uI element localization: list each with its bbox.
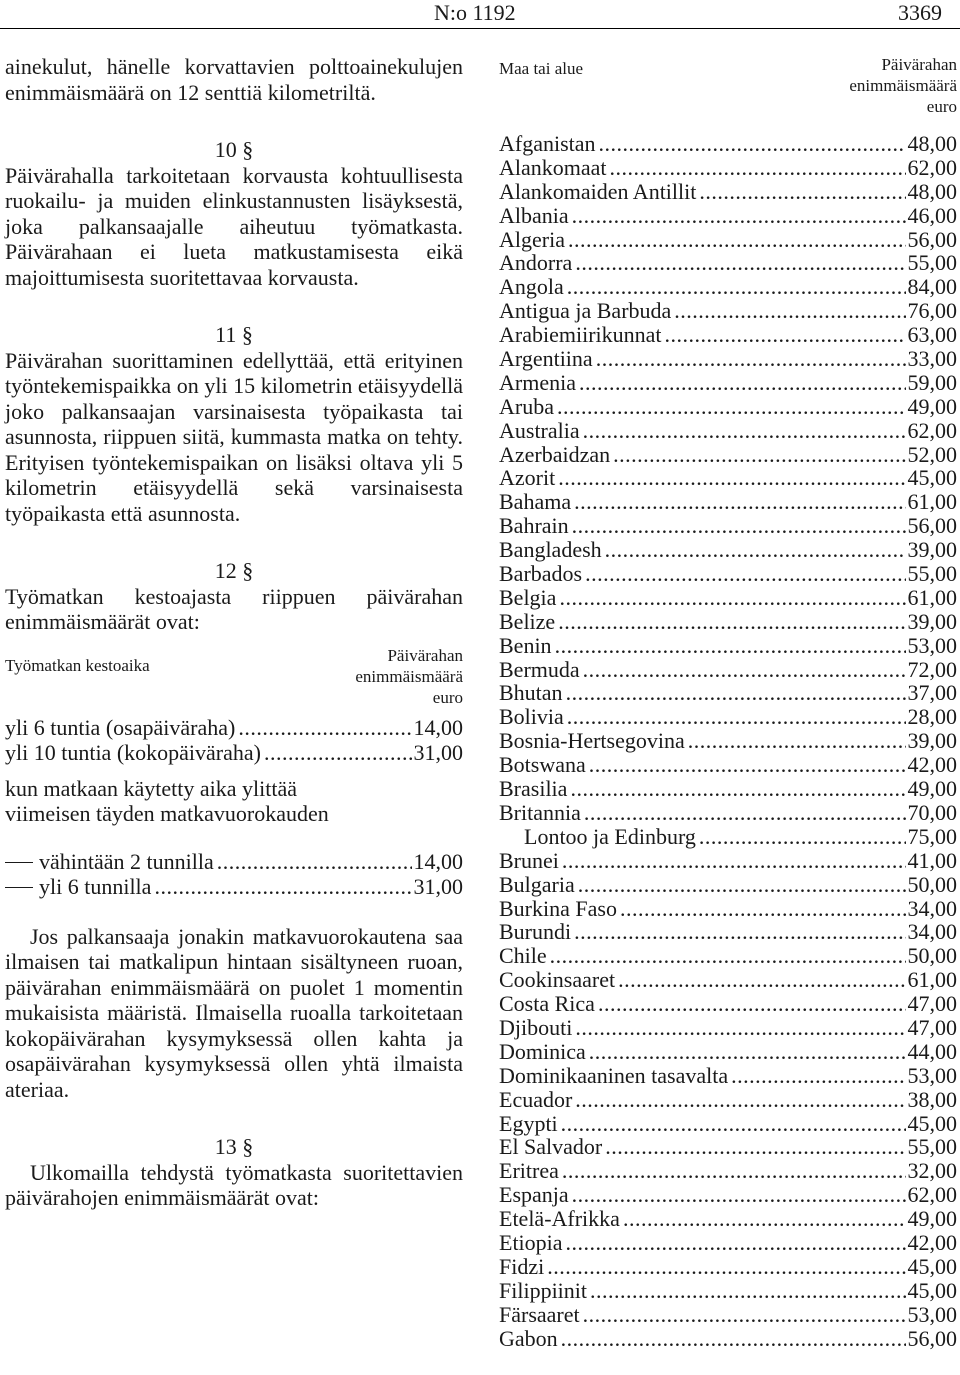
table-row — [499, 586, 957, 610]
country-name: Fidzi — [499, 1253, 545, 1279]
section-12-after-text: Jos palkansaaja jonakin matkavuorokautena saa ilmaisen tai matkalipun hintaan sisältyneen ruoan, päivärahan enimmäismäärä on puolet 1 momentin mukaisista määristä. Ilmaisella ruoalla tarkoitetaan kokopäivärahan kysymyksessä ollen kahta ja osapäivärahan kysymyksessä ollen yhtä ilmaista ateriaa. — [5, 923, 463, 1102]
table-row — [499, 897, 957, 921]
table-row — [499, 275, 957, 299]
allowance-value: 49,00 — [907, 1206, 957, 1232]
table-row — [499, 944, 957, 968]
allowance-value: 45,00 — [907, 465, 957, 491]
country-name: Filippiinit — [499, 1277, 588, 1303]
country-name: Albania — [499, 202, 569, 228]
table-row — [499, 538, 957, 562]
table-row — [499, 1159, 957, 1183]
table-row — [499, 753, 957, 777]
table-row — [499, 1088, 957, 1112]
section-11-text: Päivärahan suorittaminen edellyttää, että erityinen työntekemispaikka on yli 15 kilometrin etäisyydellä joko palkansaajan varsinaisesta työpaikasta tai asunnosta, riippuen siitä, kummasta matka on tehty. Erityisen työntekemispaikan on lisäksi oltava yli 5 kilometrin etäisyydellä sekä varsinaisesta työpaikasta että asunnosta. — [5, 347, 463, 526]
page-header — [0, 0, 960, 30]
allowance-value: 63,00 — [907, 322, 957, 348]
allowance-value: 53,00 — [907, 1301, 957, 1327]
table-row — [499, 1255, 957, 1279]
allowance-value: 53,00 — [907, 1062, 957, 1088]
allowance-value: 34,00 — [907, 895, 957, 921]
country-name: Dominica — [499, 1038, 586, 1064]
country-name: Burundi — [499, 919, 572, 945]
allowance-value: 39,00 — [907, 537, 957, 563]
table-row — [499, 156, 957, 180]
table-row — [499, 1016, 957, 1040]
table-row — [499, 634, 957, 658]
table-row — [499, 873, 957, 897]
table-row — [499, 610, 957, 634]
section-11-title: 11 § — [215, 322, 253, 347]
country-name: Afganistan — [499, 131, 596, 156]
allowance-value: 45,00 — [907, 1253, 957, 1279]
section-12-text: Työmatkan kestoajasta riippuen päivärahan enimmäismäärät ovat: — [5, 583, 463, 634]
table-row — [499, 443, 957, 467]
table-row — [499, 1112, 957, 1136]
country-name: Espanja — [499, 1182, 569, 1208]
dash-mark — [5, 862, 33, 863]
section-13-title: 13 § — [214, 1134, 254, 1159]
table-row — [499, 705, 957, 729]
table-row — [499, 1231, 957, 1255]
table-row — [499, 251, 957, 275]
allowance-value: 34,00 — [907, 919, 957, 945]
table-row — [499, 466, 957, 490]
dash-mark — [5, 887, 33, 888]
country-name: Andorra — [499, 250, 573, 276]
allowance-value: 50,00 — [907, 943, 957, 969]
country-name: Barbados — [499, 561, 583, 587]
allowance-value: 42,00 — [907, 1229, 957, 1255]
table-row — [499, 204, 957, 228]
country-name: Benin — [499, 632, 552, 658]
country-name: Algeria — [499, 226, 565, 252]
country-name: Australia — [499, 417, 580, 443]
country-name: Eritrea — [499, 1158, 559, 1184]
country-name: Färsaaret — [499, 1301, 580, 1327]
table-row — [499, 777, 957, 801]
country-name: Botswana — [499, 752, 586, 778]
country-name: Bahama — [499, 489, 572, 515]
country-name: Burkina Faso — [499, 895, 617, 921]
allowance-value: 76,00 — [907, 298, 957, 324]
allowance-value: 75,00 — [907, 823, 957, 849]
country-name: Belize — [499, 608, 556, 634]
country-name: Argentiina — [499, 346, 593, 372]
country-name: Etiopia — [499, 1229, 563, 1255]
country-table — [499, 132, 957, 1350]
country-name: El Salvador — [499, 1134, 603, 1160]
table-row — [499, 849, 957, 873]
mid-text-line-1: kun matkaan käytetty aika ylittää — [5, 775, 298, 801]
page-number: 3369 — [898, 0, 942, 25]
country-name: Costa Rica — [499, 991, 595, 1017]
table-row — [499, 132, 957, 156]
country-name: Belgia — [499, 584, 557, 610]
allowance-value: 41,00 — [907, 847, 957, 873]
allowance-value: 56,00 — [907, 226, 957, 252]
header-rule — [0, 28, 960, 29]
allowance-value: 47,00 — [907, 991, 957, 1017]
allowance-value: 39,00 — [907, 608, 957, 634]
country-name: Aruba — [499, 393, 554, 419]
allowance-value: 46,00 — [907, 202, 957, 228]
table-row — [499, 490, 957, 514]
table-row — [499, 180, 957, 204]
country-name: Azorit — [499, 465, 556, 491]
country-name: Bangladesh — [499, 537, 602, 563]
allowance-value: 56,00 — [907, 513, 957, 539]
country-name: Bermuda — [499, 656, 580, 682]
country-name: Bolivia — [499, 704, 564, 730]
allowance-column-header: Päivärahan enimmäismäärä euro — [355, 645, 463, 707]
table-row — [499, 371, 957, 395]
table-row — [499, 1327, 957, 1351]
table-row: yli 6 tuntia (osapäiväraha) ..... 14,00 — [5, 715, 463, 741]
country-name: Arabiemiirikunnat — [499, 322, 662, 348]
country-name: Britannia — [499, 799, 581, 825]
extension-table — [5, 849, 463, 900]
table-row — [499, 1303, 957, 1327]
allowance-value: 47,00 — [907, 1014, 957, 1040]
allowance-value: 48,00 — [907, 178, 957, 204]
country-name: Brasilia — [499, 776, 568, 802]
right-column — [499, 54, 957, 1350]
table-row — [499, 514, 957, 538]
allowance-value: 56,00 — [907, 1325, 957, 1351]
table-row: yli 10 tuntia (kokopäiväraha) ..... 31,00 — [5, 740, 463, 766]
duration-table — [5, 715, 463, 766]
table-row — [499, 1135, 957, 1159]
country-table-header — [499, 54, 957, 132]
table-row — [499, 729, 957, 753]
table-row — [499, 1279, 957, 1303]
section-10-title: 10 § — [214, 137, 254, 162]
country-name: Lontoo ja Edinburg — [524, 823, 696, 849]
country-allowance-column-header: Päivärahan enimmäismäärä euro — [849, 55, 957, 116]
table-row — [499, 658, 957, 682]
allowance-value: 49,00 — [907, 393, 957, 419]
table-row — [499, 299, 957, 323]
allowance-value: 59,00 — [907, 369, 957, 395]
table-row — [499, 1207, 957, 1231]
allowance-value: 70,00 — [907, 799, 957, 825]
table-row: yli 6 tunnilla ..... 31,00 — [5, 874, 463, 900]
table-row — [499, 323, 957, 347]
allowance-value: 32,00 — [907, 1158, 957, 1184]
table-row — [499, 825, 957, 849]
country-name: Dominikaaninen tasavalta — [499, 1062, 729, 1088]
allowance-value: 28,00 — [907, 704, 957, 730]
left-column — [5, 54, 463, 1211]
allowance-value: 61,00 — [907, 489, 957, 515]
allowance-value: 49,00 — [907, 776, 957, 802]
country-name: Armenia — [499, 369, 576, 395]
allowance-value: 61,00 — [907, 584, 957, 610]
table-row — [499, 920, 957, 944]
country-name: Alankomaat — [499, 154, 607, 180]
allowance-value: 37,00 — [907, 680, 957, 706]
country-name: Angola — [499, 274, 564, 300]
country-name: Ecuador — [499, 1086, 573, 1112]
duration-column-header: Työmatkan kestoaika — [5, 655, 150, 675]
country-name: Azerbaidzan — [499, 441, 611, 467]
allowance-value: 38,00 — [907, 1086, 957, 1112]
allowance-value: 39,00 — [907, 728, 957, 754]
country-name: Bahrain — [499, 513, 569, 539]
country-name: Bulgaria — [499, 871, 575, 897]
allowance-value: 55,00 — [907, 250, 957, 276]
table-row — [499, 395, 957, 419]
allowance-value: 53,00 — [907, 632, 957, 658]
allowance-value: 55,00 — [907, 561, 957, 587]
country-name: Cookinsaaret — [499, 967, 616, 993]
table-row — [499, 1040, 957, 1064]
table-row — [499, 801, 957, 825]
country-name: Brunei — [499, 847, 559, 873]
table-row — [499, 347, 957, 371]
table-row — [499, 992, 957, 1016]
table-row: vähintään 2 tunnilla ..... 14,00 — [5, 849, 463, 875]
intro-paragraph: ainekulut, hänelle korvattavien polttoainekulujen enimmäismäärä on 12 senttiä kilometriltä. — [5, 54, 463, 105]
country-column-header: Maa tai alue — [499, 59, 584, 78]
table-row — [499, 681, 957, 705]
country-name: Etelä-Afrikka — [499, 1206, 620, 1232]
country-name: Bhutan — [499, 680, 563, 706]
table-row — [499, 228, 957, 252]
allowance-value: 84,00 — [907, 274, 957, 300]
section-10-text: Päivärahalla tarkoitetaan korvausta kohtuullisesta ruokailu- ja muiden elinkustannusten lisäyksestä, joka palkansaajalle aiheutuu työmatkasta. Päivärahaan ei lueta matkustamisesta eikä majoittumisesta suoritettavaa korvausta. — [5, 162, 463, 290]
country-name: Gabon — [499, 1325, 558, 1351]
country-name: Djibouti — [499, 1014, 573, 1040]
allowance-value: 52,00 — [907, 441, 957, 467]
table-row — [499, 1183, 957, 1207]
allowance-value: 42,00 — [907, 752, 957, 778]
country-name: Bosnia-Hertsegovina — [499, 728, 685, 754]
allowance-value: 62,00 — [907, 417, 957, 443]
table-row — [499, 419, 957, 443]
allowance-value: 44,00 — [907, 1038, 957, 1064]
table-row — [499, 1064, 957, 1088]
statute-number: N:o 1192 — [434, 0, 516, 25]
table-row — [499, 968, 957, 992]
allowance-value: 33,00 — [907, 346, 957, 372]
country-name: Antigua ja Barbuda — [499, 298, 672, 324]
section-13-text: Ulkomailla tehdystä työmatkasta suoritettavien päivärahojen enimmäismäärät ovat: — [5, 1159, 463, 1210]
mid-text-line-2: viimeisen täyden matkavuorokauden — [5, 801, 329, 826]
country-name: Chile — [499, 943, 547, 969]
allowance-value: 45,00 — [907, 1277, 957, 1303]
allowance-value: 48,00 — [907, 131, 957, 156]
allowance-value: 62,00 — [907, 154, 957, 180]
allowance-value: 72,00 — [907, 656, 957, 682]
table-row — [499, 562, 957, 586]
allowance-value: 55,00 — [907, 1134, 957, 1160]
allowance-value: 62,00 — [907, 1182, 957, 1208]
allowance-value: 61,00 — [907, 967, 957, 993]
allowance-value: 50,00 — [907, 871, 957, 897]
allowance-value: 45,00 — [907, 1110, 957, 1136]
country-name: Alankomaiden Antillit — [499, 178, 697, 204]
section-12-title: 12 § — [214, 558, 254, 583]
duration-table-header — [5, 645, 463, 711]
country-name: Egypti — [499, 1110, 558, 1136]
